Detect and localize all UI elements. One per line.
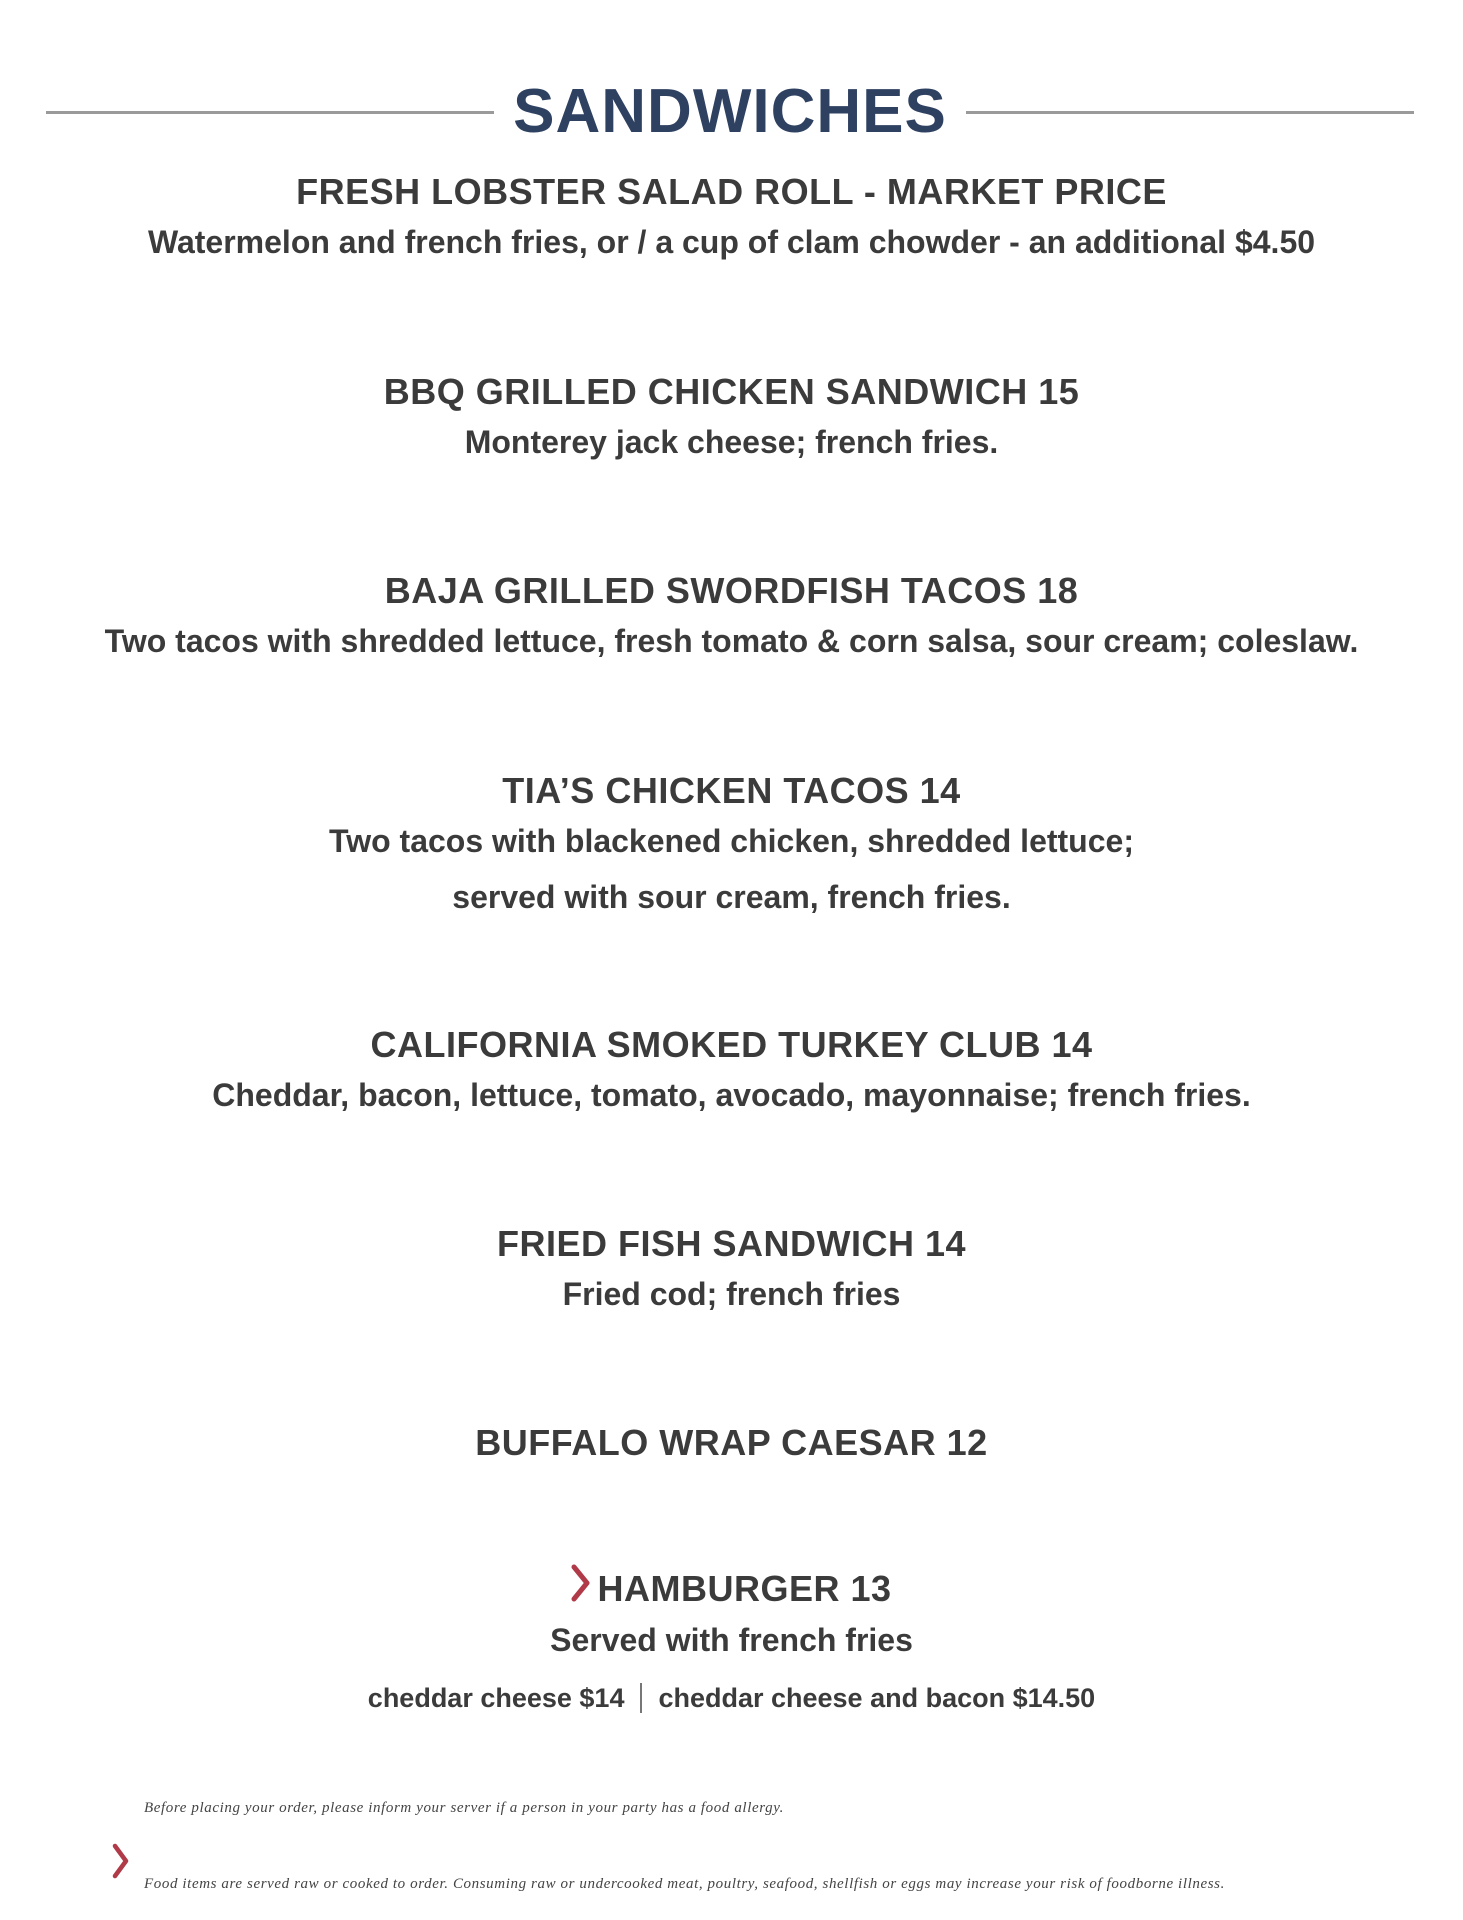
menu-item-name-row: [0, 1567, 1463, 1612]
chevron-right-icon: [112, 1843, 130, 1884]
menu-item-name: HAMBURGER 13: [597, 1568, 892, 1609]
menu-item-description-line-1: Two tacos with blackened chicken, shredded lettuce;: [329, 823, 1134, 859]
menu-item-description: Monterey jack cheese; french fries.: [464, 424, 999, 460]
chevron-right-icon: [571, 1564, 591, 1612]
header-rule-left: [46, 111, 494, 114]
addon-divider: [640, 1683, 642, 1713]
menu-item-description-line-2: served with sour cream, french fries.: [452, 879, 1011, 915]
menu-item-swordfish-tacos: [0, 569, 1463, 669]
menu-item-name: BBQ GRILLED CHICKEN SANDWICH 15: [383, 371, 1080, 412]
page-title: SANDWICHES: [513, 77, 947, 146]
addon-option: cheddar cheese $14: [367, 1683, 625, 1714]
allergy-notice: Before placing your order, please inform your server if a person in your party has a food allergy.: [144, 1800, 784, 1816]
consumer-advisory-notice: Food items are served raw or cooked to order. Consuming raw or undercooked meat, poultry, seafood, shellfish or eggs may increase your risk of foodborne illness.: [144, 1876, 1225, 1892]
menu-item-name: CALIFORNIA SMOKED TURKEY CLUB 14: [370, 1024, 1093, 1065]
menu-item-description: Served with french fries: [550, 1622, 913, 1659]
menu-item-buffalo-wrap: [0, 1421, 1463, 1465]
menu-item-lobster-roll: [0, 170, 1463, 270]
header-rule-right: [966, 111, 1414, 114]
menu-header: [0, 72, 1463, 152]
menu-item-hamburger: [0, 1567, 1463, 1718]
menu-item-description: Cheddar, bacon, lettuce, tomato, avocado, mayonnaise; french fries.: [212, 1077, 1251, 1113]
addon-option: cheddar cheese and bacon $14.50: [658, 1683, 1096, 1714]
menu-item-turkey-club: [0, 1023, 1463, 1123]
menu-item-description: Two tacos with shredded lettuce, fresh tomato & corn salsa, sour cream; coleslaw.: [104, 623, 1359, 659]
menu-item-name: BUFFALO WRAP CAESAR 12: [475, 1422, 988, 1463]
menu-item-addons: [0, 1678, 1463, 1718]
menu-item-description: Watermelon and french fries, or / a cup of clam chowder - an additional $4.50: [147, 224, 1316, 260]
menu-item-chicken-tacos: [0, 769, 1463, 925]
menu-item-description: Fried cod; french fries: [562, 1276, 901, 1312]
menu-item-name: TIA’S CHICKEN TACOS 14: [502, 770, 961, 811]
menu-item-fried-fish-sandwich: [0, 1222, 1463, 1322]
menu-item-bbq-chicken-sandwich: [0, 370, 1463, 470]
menu-item-name: BAJA GRILLED SWORDFISH TACOS 18: [384, 570, 1079, 611]
menu-item-name: FRESH LOBSTER SALAD ROLL - MARKET PRICE: [296, 171, 1167, 212]
menu-item-name: FRIED FISH SANDWICH 14: [496, 1223, 967, 1264]
